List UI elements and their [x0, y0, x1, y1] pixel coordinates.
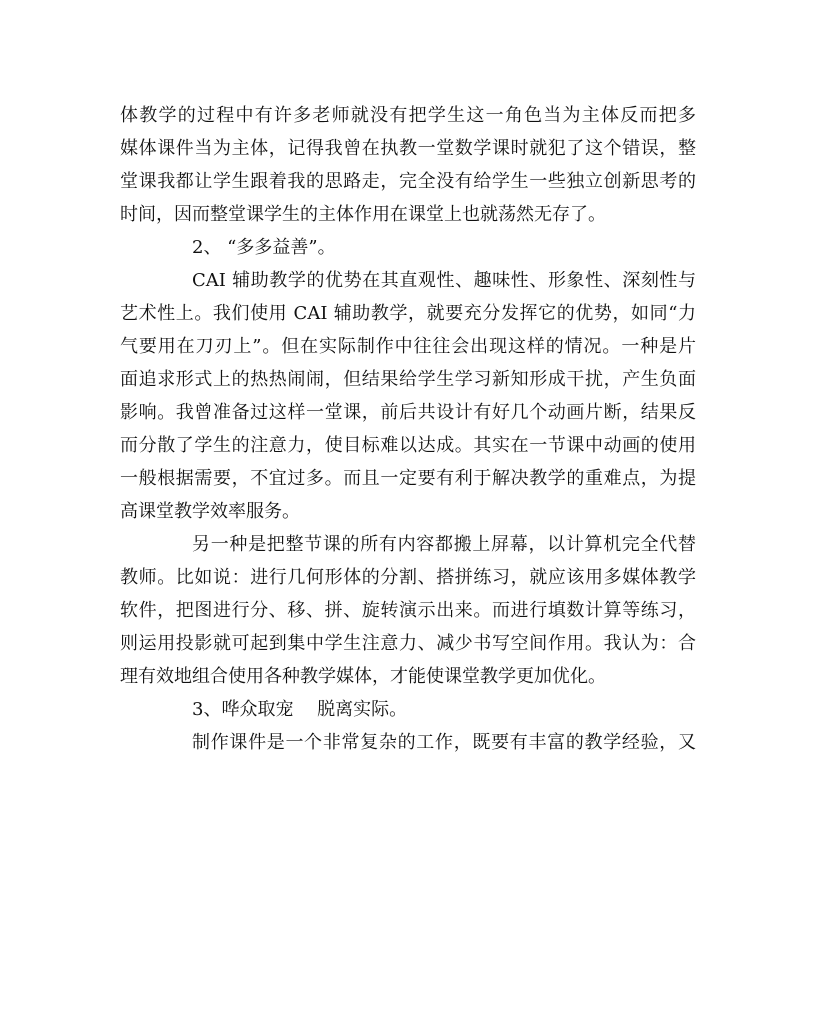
text-line: 艺术性上。我们使用 CAI 辅助教学，就要充分发挥它的优势，如同“力 [120, 303, 696, 324]
text-line: 而分散了学生的注意力，使目标难以达成。其实在一节课中动画的使用 [120, 435, 696, 456]
text-line: 另一种是把整节课的所有内容都搬上屏幕，以计算机完全代替 [192, 534, 696, 555]
text-line: 高课堂教学效率服务。 [120, 501, 300, 522]
text-line: 时间，因而整堂课学生的主体作用在课堂上也就荡然无存了。 [120, 204, 606, 225]
text-line: CAI 辅助教学的优势在其直观性、趣味性、形象性、深刻性与 [192, 270, 696, 291]
section-heading: 3、哗众取宠 脱离实际。 [192, 699, 408, 720]
text-line: 堂课我都让学生跟着我的思路走，完全没有给学生一些独立创新思考的 [120, 171, 696, 192]
text-line: 媒体课件当为主体，记得我曾在执教一堂数学课时就犯了这个错误，整 [120, 138, 696, 159]
text-line: 一般根据需要，不宜过多。而且一定要有利于解决教学的重难点，为提 [120, 468, 696, 489]
text-line: 软件，把图进行分、移、拼、旋转演示出来。而进行填数计算等练习， [120, 600, 696, 621]
text-line: 理有效地组合使用各种教学媒体，才能使课堂教学更加优化。 [120, 666, 606, 687]
text-line: 体教学的过程中有许多老师就没有把学生这一角色当为主体反而把多 [120, 105, 696, 126]
body-text [120, 99, 696, 759]
text-line: 面追求形式上的热热闹闹，但结果给学生学习新知形成干扰，产生负面 [120, 369, 696, 390]
text-line: 则运用投影就可起到集中学生注意力、减少书写空间作用。我认为：合 [120, 633, 696, 654]
text-line: 影响。我曾准备过这样一堂课，前后共设计有好几个动画片断，结果反 [120, 402, 696, 423]
text-line: 气要用在刀刃上”。但在实际制作中往往会出现这样的情况。一种是片 [120, 336, 696, 357]
section-heading: 2、 “多多益善”。 [192, 237, 336, 258]
text-line: 教师。比如说：进行几何形体的分割、搭拼练习，就应该用多媒体教学 [120, 567, 696, 588]
text-line: 制作课件是一个非常复杂的工作，既要有丰富的教学经验，又 [192, 732, 696, 753]
